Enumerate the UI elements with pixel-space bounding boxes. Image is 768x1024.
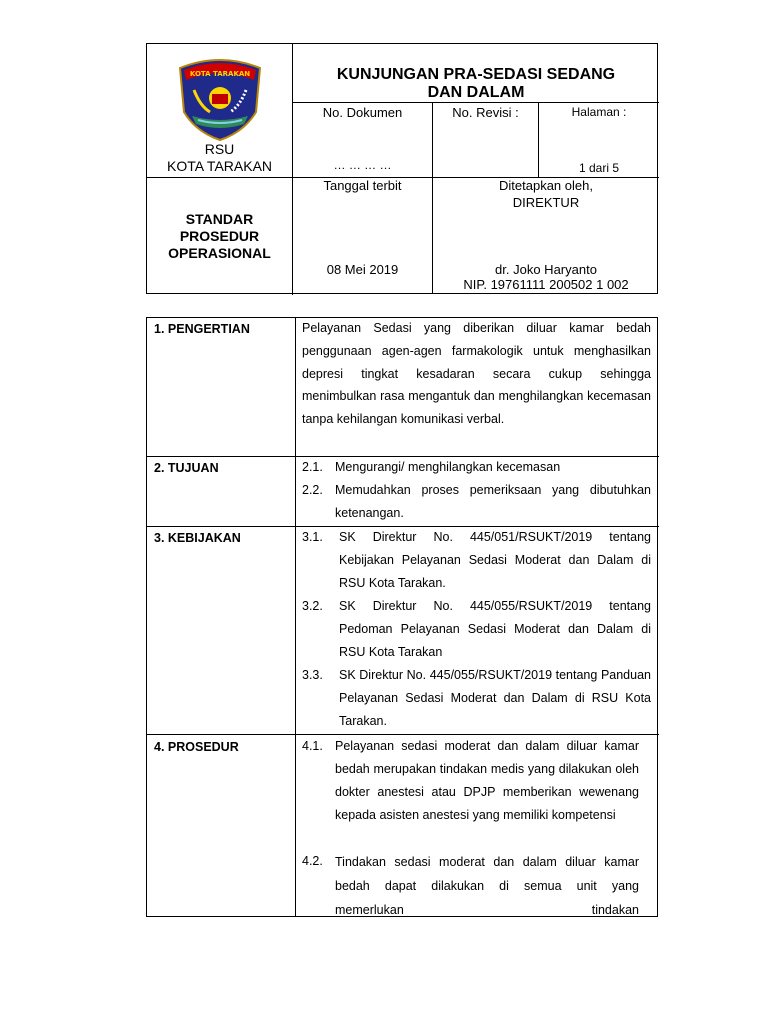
kebijakan-item [147,526,659,595]
no-dokumen-label: No. Dokumen [322,105,403,120]
signer-name: dr. Joko Haryanto [495,262,597,277]
title-line1: KUNJUNGAN PRA-SEDASI SEDANG [336,66,616,83]
tujuan-item-number: 2.1. [302,460,323,474]
prosedur-item-number: 4.1. [302,739,323,753]
direktur-label: DIREKTUR [512,195,580,210]
tujuan-item-text: Mengurangi/ menghilangkan kecemasan [335,460,561,474]
title-line2: DAN DALAM [427,84,525,101]
kebijakan-item-text: SK Direktur No. 445/051/RSUKT/2019 tentang Kebijakan Pelayanan Sedasi Moderat dan Dalam di RSU Kota Tarakan. [339,530,651,590]
svg-text:KOTA TARAKAN: KOTA TARAKAN [189,70,251,78]
pengertian-heading: 1. PENGERTIAN [154,322,250,336]
kebijakan-item-text: SK Direktur No. 445/055/RSUKT/2019 tentang Pedoman Pelayanan Sedasi Moderat dan Dalam di RSU Kota Tarakan [339,599,651,659]
prosedur-item-text: Pelayanan sedasi moderat dan dalam diluar kamar bedah merupakan tindakan medis yang dilakukan oleh dokter anestesi atau DPJP memberikan wewenang kepada asisten anestesi yang memiliki kompetensi [335,739,639,822]
tujuan-item [147,479,659,525]
hospital-name-line1: RSU [204,141,235,157]
sop-label [147,211,292,262]
prosedur-item-number: 4.2. [302,854,323,868]
prosedur-item [147,735,659,850]
no-revisi-label: No. Revisi : [452,105,519,120]
halaman-label: Halaman : [571,105,627,119]
kebijakan-item-number: 3.1. [302,530,323,544]
prosedur-item-text: Tindakan sedasi moderat dan dalam diluar kamar bedah dapat dilakukan di semua unit yang memerlukan tindakan [335,855,639,917]
tujuan-heading: 2. TUJUAN [154,461,219,475]
kota-tarakan-logo [174,54,266,142]
hospital-name-line2: KOTA TARAKAN [166,158,273,174]
tanggal-terbit-label: Tanggal terbit [323,178,402,193]
prosedur-heading: 4. PROSEDUR [154,740,239,754]
kebijakan-item-number: 3.3. [302,668,323,682]
tujuan-item-number: 2.2. [302,483,323,497]
sop-line1: STANDAR [185,211,254,227]
kebijakan-item-text: SK Direktur No. 445/055/RSUKT/2019 tentang Panduan Pelayanan Sedasi Moderat dan Dalam di RSU Kota Tarakan. [339,668,651,728]
document-title [293,66,659,102]
sop-content-table [146,317,658,917]
kebijakan-item-number: 3.2. [302,599,323,613]
halaman-value: 1 dari 5 [578,161,620,175]
signer-nip: NIP. 19761111 200502 1 002 [463,277,629,292]
no-dokumen-value: … … … … [333,158,392,172]
kebijakan-item [147,595,659,664]
sop-header-table [146,43,658,294]
tujuan-item [147,456,659,479]
sop-line3: OPERASIONAL [168,245,271,261]
tujuan-item-text: Memudahkan proses pemeriksaan yang dibutuhkan ketenangan. [335,483,651,520]
prosedur-item [147,850,659,917]
tanggal-terbit-value: 08 Mei 2019 [326,262,399,277]
ditetapkan-label: Ditetapkan oleh, [499,178,593,193]
kebijakan-heading: 3. KEBIJAKAN [154,531,241,545]
pengertian-text: Pelayanan Sedasi yang diberikan diluar kamar bedah penggunaan agen-agen farmakologik untuk menghasilkan depresi tingkat kesadaran secara cukup sehingga menimbulkan rasa mengantuk dan menghilangkan kecemasan tanpa kehilangan komunikasi verbal. [302,321,651,427]
kebijakan-item [147,664,659,733]
sop-line2: PROSEDUR [179,228,260,244]
